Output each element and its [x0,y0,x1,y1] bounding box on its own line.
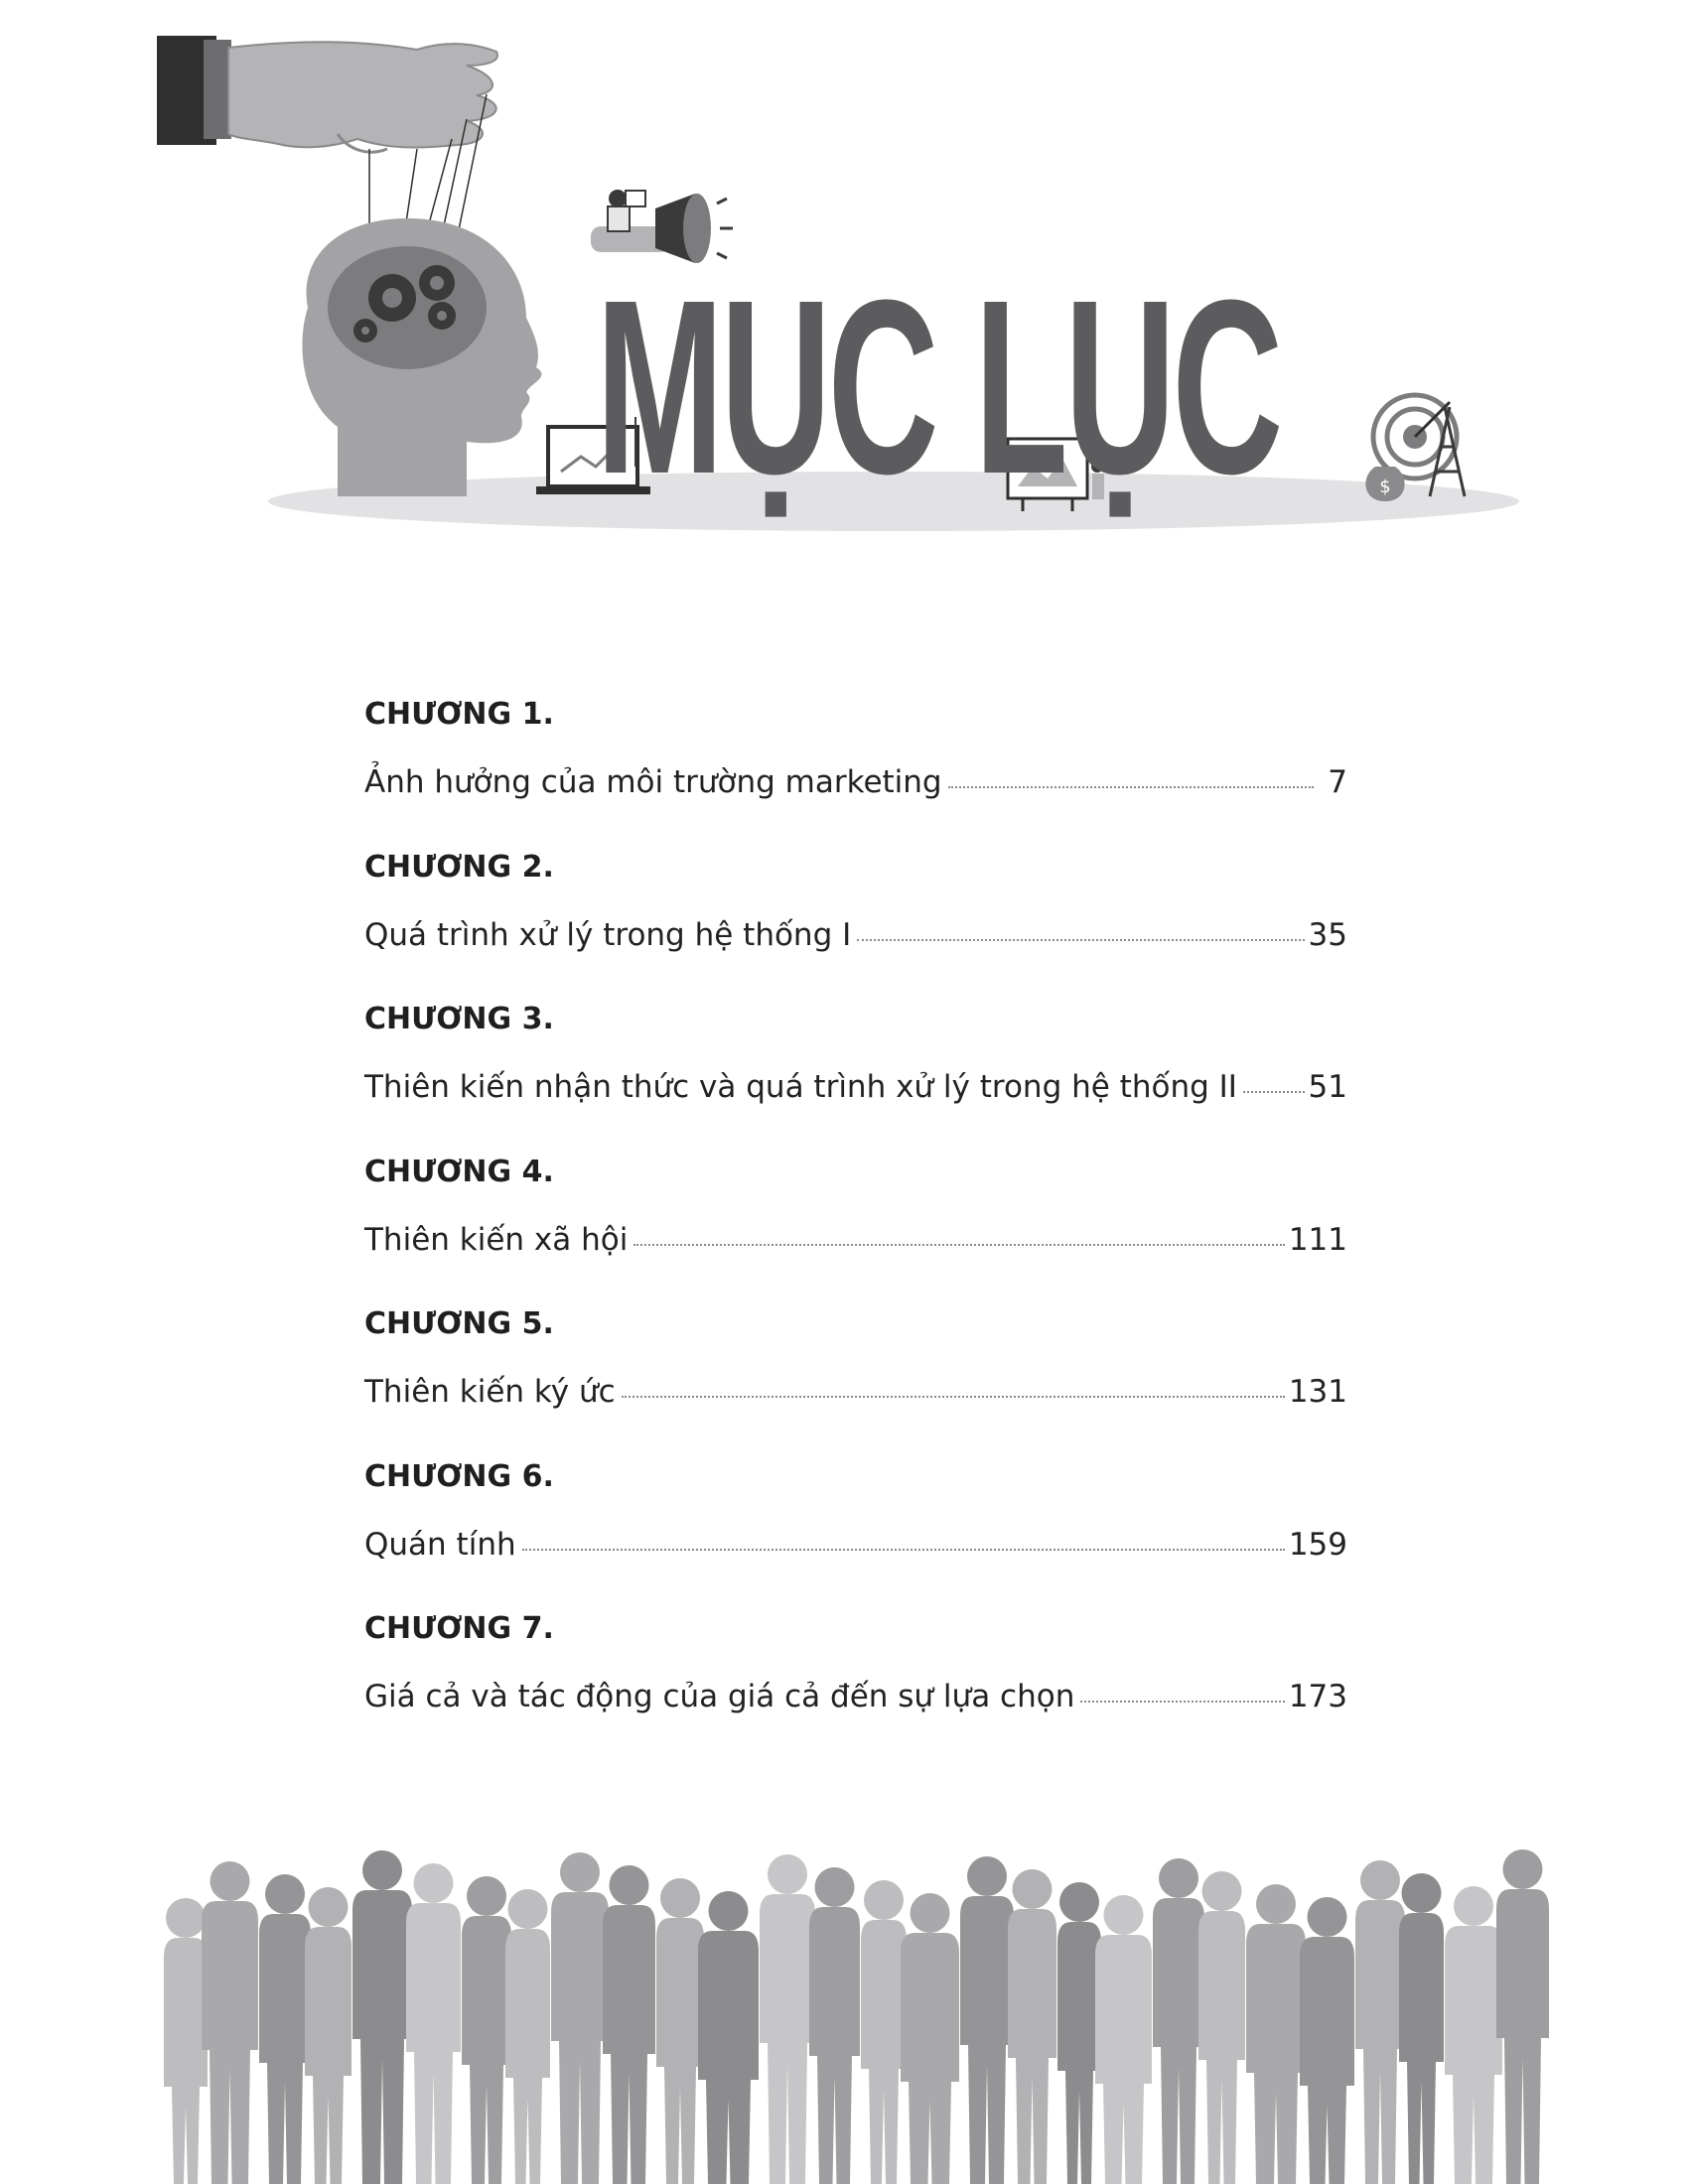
chapter-title: Giá cả và tác động của giá cả đến sự lựa chọn [364,1679,1075,1714]
person-silhouette-icon [960,1856,1014,2184]
person-silhouette-icon [1246,1884,1306,2184]
page-number: 51 [1308,1069,1347,1105]
dot-leader [1080,1700,1284,1703]
toc-entry[interactable] [364,1067,1347,1107]
chapter-label: CHƯƠNG 1. [364,697,554,732]
toc-chapter-7 [364,1609,1347,1762]
chapter-title: Thiên kiến nhận thức và quá trình xử lý trong hệ thống II [364,1069,1237,1105]
chapter-title: Ảnh hưởng của môi trường marketing [364,764,942,800]
head-profile-icon [302,218,541,496]
person-silhouette-icon [305,1887,352,2184]
person-silhouette-icon [861,1880,907,2184]
person-silhouette-icon [551,1852,609,2184]
dot-leader [622,1395,1285,1398]
chapter-title: Quán tính [364,1526,516,1563]
chapter-label: CHƯƠNG 5. [364,1306,554,1341]
toc-chapter-3 [364,1000,1347,1153]
svg-text:$: $ [1379,477,1391,497]
person-silhouette-icon [406,1863,461,2184]
person-silhouette-icon [1399,1873,1444,2184]
person-silhouette-icon [1057,1882,1101,2184]
person-silhouette-icon [505,1889,550,2184]
person-silhouette-icon [164,1898,208,2184]
person-silhouette-icon [901,1893,959,2184]
person-silhouette-icon [1300,1897,1354,2184]
person-silhouette-icon [698,1891,759,2184]
money-bag-icon [1365,467,1404,501]
page-number: 35 [1308,916,1347,953]
dot-leader [1243,1090,1305,1093]
person-silhouette-icon [202,1861,258,2184]
person-silhouette-icon [352,1850,412,2184]
page-number: 173 [1288,1679,1347,1714]
chapter-title: Thiên kiến ký ức [364,1374,616,1410]
person-silhouette-icon [1445,1886,1502,2184]
page-number: 131 [1288,1374,1347,1410]
page-title: MỤC LỤC [596,248,1280,525]
puppeteer-hand-icon [157,36,497,152]
toc-chapter-6 [364,1457,1347,1610]
chapter-label: CHƯƠNG 2. [364,849,554,885]
person-silhouette-icon [1496,1849,1549,2184]
toc-chapter-2 [364,848,1347,1001]
toc-entry[interactable] [364,1525,1347,1565]
toc-entry[interactable] [364,762,1347,802]
person-silhouette-icon [1198,1871,1245,2184]
person-silhouette-icon [656,1878,704,2184]
chapter-label: CHƯƠNG 7. [364,1611,554,1646]
person-silhouette-icon [1008,1869,1056,2184]
page-number: 7 [1328,764,1347,800]
toc-chapter-4 [364,1153,1347,1305]
page-number: 159 [1288,1526,1347,1563]
toc-entry[interactable] [364,1677,1347,1716]
chapter-title: Quá trình xử lý trong hệ thống I [364,916,852,953]
toc-entry[interactable] [364,1220,1347,1260]
chapter-label: CHƯƠNG 4. [364,1154,554,1189]
crowd-silhouette-illustration [0,1827,1688,2184]
toc-chapter-1 [364,695,1347,848]
dot-leader [948,785,1314,788]
dot-leader [522,1548,1285,1551]
person-silhouette-icon [1095,1895,1152,2184]
person-silhouette-icon [760,1854,815,2184]
dot-leader [857,938,1304,941]
person-silhouette-icon [603,1865,655,2184]
toc-entry[interactable] [364,915,1347,955]
person-silhouette-icon [1153,1858,1204,2184]
person-silhouette-icon [259,1874,311,2184]
table-of-contents [364,695,1347,1762]
page-number: 111 [1288,1221,1347,1258]
chapter-label: CHƯƠNG 6. [364,1458,554,1494]
person-silhouette-icon [462,1876,511,2184]
dot-leader [633,1243,1284,1246]
toc-chapter-5 [364,1304,1347,1457]
person-silhouette-icon [1355,1860,1405,2184]
toc-entry[interactable] [364,1372,1347,1412]
chapter-label: CHƯƠNG 3. [364,1002,554,1036]
chapter-title: Thiên kiến xã hội [364,1221,629,1258]
person-silhouette-icon [809,1867,860,2184]
